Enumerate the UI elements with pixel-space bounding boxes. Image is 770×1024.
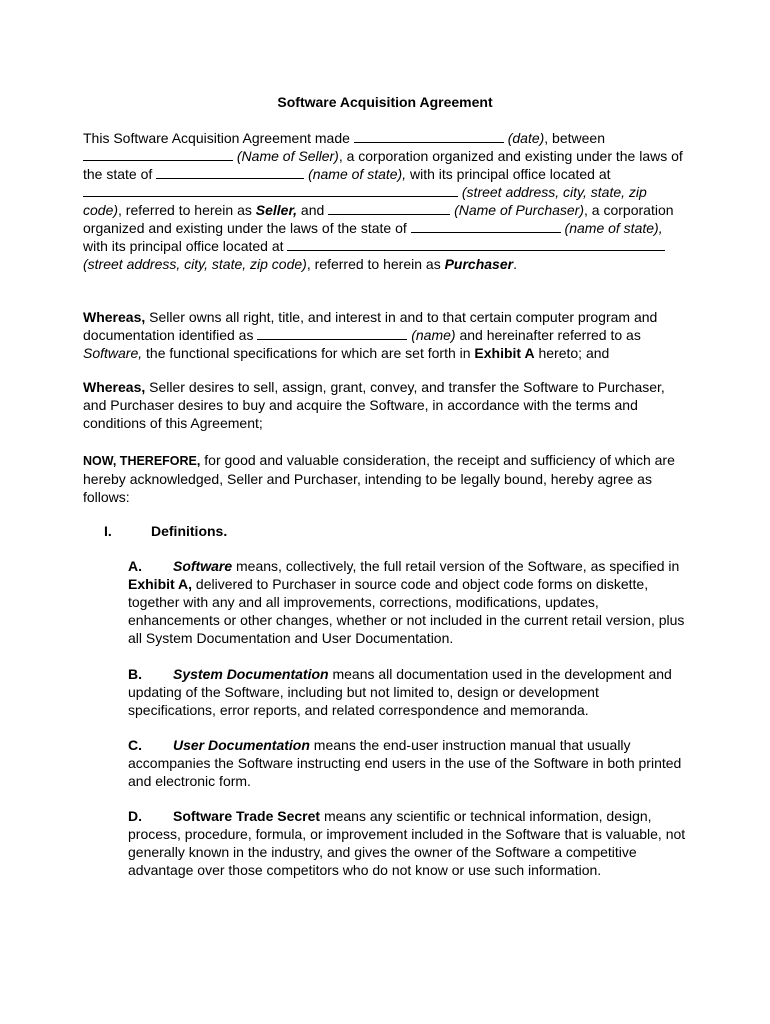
purchaser-name-label: (Name of Purchaser) (454, 202, 585, 218)
whereas-text: Seller owns all right, title, and interest in and to that certain computer program and documentation identified as (83, 309, 658, 343)
whereas-text: hereto; and (534, 345, 610, 361)
therefore-lead: NOW, THEREFORE, (83, 454, 201, 468)
software-term: Software, (83, 345, 143, 361)
definition-term: System Documentation (173, 666, 329, 682)
definition-d (128, 807, 690, 879)
definition-term: User Documentation (173, 737, 310, 753)
address-blank-2[interactable] (287, 237, 665, 251)
intro-paragraph (83, 129, 689, 273)
address-blank[interactable] (83, 183, 458, 197)
state-label: (name of state), (308, 166, 407, 182)
intro-text: , between (544, 130, 605, 146)
purchaser-name-blank[interactable] (328, 201, 450, 215)
date-blank[interactable] (354, 129, 504, 143)
definition-term: Software Trade Secret (173, 808, 321, 824)
definition-letter: D. (128, 808, 142, 824)
section-title: Definitions. (151, 523, 228, 539)
intro-text: This Software Acquisition Agreement made (83, 130, 354, 146)
whereas-lead: Whereas, (83, 309, 146, 325)
definition-text: means, collectively, the full retail version of the Software, as specified in (232, 558, 680, 574)
state-blank[interactable] (156, 165, 304, 179)
seller-name-blank[interactable] (83, 147, 233, 161)
intro-text: , a corporation organized and existing under the laws of the state of (83, 148, 683, 182)
exhibit-reference: Exhibit A, (128, 576, 193, 592)
therefore-text: for good and valuable consideration, the receipt and sufficiency of which are hereby acknowledged, Seller and Purchaser, intending to be legally bound, hereby agree as follows: (83, 452, 675, 505)
whereas-text: and hereinafter referred to as (455, 327, 641, 343)
state-label-2: (name of state), (564, 220, 663, 236)
intro-text: , a corporation organized and existing under the laws of the state of (83, 202, 674, 236)
whereas-lead: Whereas, (83, 379, 146, 395)
seller-name-label: (Name of Seller) (236, 148, 339, 164)
definition-text: means any scientific or technical information, design, process, procedure, formula, or improvement included in the Software that is valuable, not generally known in the industry, and gives the owner of the Software a competitive advantage over those competitors who do not know or use such information. (128, 808, 686, 878)
intro-text: , referred to herein as (306, 256, 445, 272)
definition-letter: B. (128, 666, 142, 682)
definition-letter: A. (128, 558, 142, 574)
whereas-paragraph-1 (83, 308, 689, 362)
intro-text: , referred to herein as (118, 202, 256, 218)
definition-text: means all documentation used in the development and updating of the Software, including but not limited to, design or development specifications, error reports, and related correspondence and memoranda. (128, 666, 672, 718)
state-blank-2[interactable] (411, 219, 561, 233)
definition-text: means the end-user instruction manual that usually accompanies the Software instructing end users in the use of the Software in both printed and electronic form. (128, 737, 682, 789)
definition-text: delivered to Purchaser in source code and object code forms on diskette, together with any and all improvements, corrections, modifications, updates, enhancements or other changes, whether or not included in the current retail version, plus all System Documentation and User Documentation. (128, 576, 685, 646)
program-name-blank[interactable] (257, 326, 407, 340)
address-label-2: (street address, city, state, zip code) (83, 256, 307, 272)
whereas-text: the functional specifications for which are set forth in (142, 345, 475, 361)
definition-b (128, 665, 690, 719)
whereas-paragraph-2 (83, 378, 689, 432)
intro-text: and (297, 202, 329, 218)
intro-text: with its principal office located at (83, 238, 284, 254)
whereas-text: Seller desires to sell, assign, grant, convey, and transfer the Software to Purchaser, and Purchaser desires to buy and acquire the Software, in accordance with the terms and conditions of this Agreement; (83, 379, 665, 431)
intro-text: with its principal office located at (406, 166, 611, 182)
definition-c (128, 736, 690, 790)
document-title: Software Acquisition Agreement (277, 94, 493, 110)
section-number: I. (104, 523, 112, 539)
intro-text: . (513, 256, 517, 272)
date-label: (date) (507, 130, 545, 146)
definition-a (128, 557, 690, 647)
therefore-paragraph (83, 451, 689, 506)
seller-term: Seller, (255, 202, 298, 218)
address-label: (street address, city, state, zip code) (83, 184, 647, 218)
definition-letter: C. (128, 737, 142, 753)
definition-term: Software (173, 558, 233, 574)
program-name-label: (name) (411, 327, 456, 343)
exhibit-reference: Exhibit A (474, 345, 535, 361)
purchaser-term: Purchaser (444, 256, 514, 272)
